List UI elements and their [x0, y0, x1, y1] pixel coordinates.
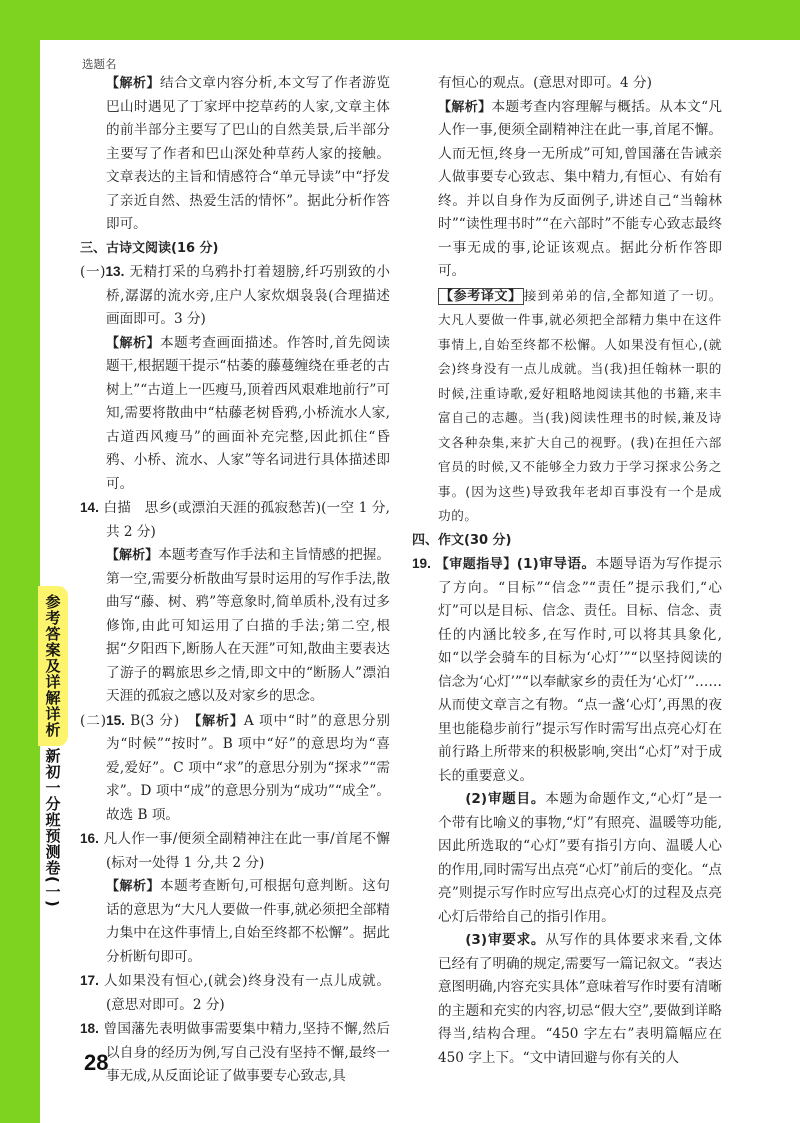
- q18-analysis-text: 本题考查内容理解与概括。从本文“凡人作一事,便须全副精神注在此一事,首尾不懈。人而无恒,终身一无所成”可知,曾国藩在告诫亲人做事要专心致志、集中精力,有恒心、有始有终。并以自身作为反面例子,讲述自己“当翰林时”“读性理书时”“在六部时”不能专心致志最终一事无成的事,论证该观点。据此分析作答即可。: [438, 98, 722, 279]
- section-3-title: 三、古诗文阅读(16 分): [80, 240, 219, 256]
- q19-step2-title: (2)审题目。: [465, 791, 546, 807]
- q17-answer: [80, 969, 390, 1017]
- q19-guide-tag: 【审题指导】: [435, 557, 517, 572]
- q16-number: 16.: [80, 831, 99, 846]
- q15-analysis-text: A 项中“时”的意思分别为“时候”“按时”。B 项中“好”的意思均为“喜爱,爱好”。C 项中“求”的意思分别为“探求”“需求”。D 项中“成”的意思分别为“成功”“成全”。故选 B 项。: [106, 712, 390, 823]
- green-top-band: [0, 0, 800, 40]
- q15-number: 15.: [106, 712, 125, 728]
- q18-continued: [412, 72, 722, 96]
- q16-answer: [80, 827, 390, 875]
- section-4-title: 四、作文(30 分): [412, 532, 512, 548]
- q15-text: B(3 分): [130, 712, 180, 729]
- analysis-tag: 【解析】: [106, 335, 161, 351]
- q19-step2-text: 本题为命题作文,“心灯”是一个带有比喻义的事物,“灯”有照亮、温暖等功能,因此所选取的“心灯”要有指引方向、温暖人心的作用,同时需写出点亮“心灯”前后的变化。“点亮”则提示写作时应写出点亮心灯的过程及点亮心灯后带给自己的指引作用。: [438, 791, 722, 925]
- q14-number: 14.: [80, 500, 99, 515]
- analysis-tag: 【解析】: [438, 99, 492, 115]
- q19-part1: [412, 552, 722, 788]
- analysis-paragraph: [80, 72, 390, 237]
- header-label: 选题名: [82, 57, 117, 71]
- q19-step1-title: (1)审导语。: [516, 556, 596, 572]
- q13-analysis: [80, 332, 390, 497]
- q19-step3-title: (3)审要求。: [465, 932, 546, 948]
- analysis-tag: 【解析】: [194, 713, 244, 729]
- q14-answer: [80, 496, 390, 544]
- q18-text: 曾国藩先表明做事需要集中精力,坚持不懈,然后以自身的经历为例,写自己没有坚持不懈,最终一事无成,从反面论证了做事要专心致志,具: [103, 1021, 390, 1084]
- page-number: 28: [84, 1050, 109, 1075]
- q19-part2: [412, 788, 722, 929]
- q19-part3: [412, 929, 722, 1070]
- q19-step1-text: 本题导语为写作提示了方向。“目标”“信念”“责任”提示我们,“心灯”可以是目标、信念、责任。目标、信念、责任的内涵比较多,在写作时,可以将其具象化,如“以学会骑车的目标为‘心灯’”“以坚持阅读的信念为‘心灯’”“以奉献家乡的责任为‘心灯’”……从而使文章言之有物。“点一盏‘心灯’,再黑的夜里也能稳步前行”提示写作时需写出点亮心灯在前行路上所带来的积极影响,突出“心灯”对于成长的重要意义。: [438, 556, 722, 784]
- q13-prefix: (一): [80, 264, 106, 280]
- section-heading: [412, 529, 722, 553]
- q17-number: 17.: [80, 973, 99, 988]
- q15-prefix: (二): [80, 712, 107, 729]
- q18-continued-text: 有恒心的观点。(意思对即可。4 分): [438, 75, 652, 91]
- q13-analysis-text: 本题考查画面描述。作答时,首先阅读题干,根据题干提示“枯萎的藤蔓缠绕在垂老的古树上”“古道上一匹瘦马,顶着西风艰难地前行”可知,需要将散曲中“枯藤老树昏鸦,小桥流水人家,古道西风瘦马”的画面补充完整,因此抓住“昏鸦、小桥、流水、人家”等名词进行具体描述即可。: [106, 334, 390, 492]
- q15-answer: [80, 709, 390, 828]
- q18-number: 18.: [80, 1021, 99, 1036]
- green-left-band: [0, 0, 40, 1123]
- q14-text: 白描 思乡(或漂泊天涯的孤寂愁苦)(一空 1 分,共 2 分): [103, 500, 390, 540]
- q18-analysis: [412, 96, 722, 284]
- analysis-text: 结合文章内容分析,本文写了作者游览巴山时遇见了丁家坪中挖草药的人家,文章主体的前半部分主要写了巴山的自然美景,后半部分主要写了作者和巴山深处种草药人家的接触。文章表达的主旨和情感符合“单元导读”中“抒发了亲近自然、热爱生活的情怀”。据此分析作答即可。: [106, 75, 390, 232]
- side-tab-sub-text: 新初一分班预测卷(一): [43, 748, 62, 908]
- translation: [412, 284, 722, 529]
- right-column: [412, 72, 722, 1070]
- q16-analysis-text: 本题考查断句,可根据句意判断。这句话的意思为“大凡人要做一件事,就必须把全部精力集中在这件事情上,自始至终都不松懈”。据此分析断句即可。: [106, 878, 390, 965]
- q14-analysis: [80, 544, 390, 709]
- section-heading: [80, 237, 390, 261]
- side-tab: [38, 586, 68, 746]
- side-tab-sub: [40, 748, 66, 928]
- left-column: [80, 72, 390, 1089]
- q16-text: 凡人作一事/便须全副精神注在此一事/首尾不懈(标对一处得 1 分,共 2 分): [103, 831, 390, 871]
- analysis-tag: 【解析】: [106, 548, 159, 563]
- q13-answer: [80, 260, 390, 332]
- translation-text: 接到弟弟的信,全都知道了一切。大凡人要做一件事,就必须把全部精力集中在这件事情上,自始至终都不松懈。人如果没有恒心,(就会)终身没有一点儿成就。当(我)担任翰林一职的时候,注重诗歌,爱好粗略地阅读其他的书籍,来丰富自己的志趣。当(我)阅读性理书的时候,兼及诗文各种杂集,来扩大自己的视野。(我)在担任六部官员的时候,又不能够全力致力于学习探求公务之事。(因为这些)导致我年老却百事没有一个是成功的。: [438, 287, 722, 523]
- q16-analysis: [80, 875, 390, 969]
- q19-step3-text: 从写作的具体要求来看,文体已经有了明确的规定,需要写一篇记叙文。“表达意图明确,内容充实具体”意味着写作时要有清晰的主题和充实的内容,切忌“假大空”,要做到详略得当,结构合理。“450 字左右”表明篇幅应在 450 字上下。“文中请回避与你有关的人: [438, 932, 723, 1066]
- q19-number: 19.: [412, 556, 431, 571]
- analysis-tag: 【解析】: [106, 76, 161, 91]
- q14-analysis-text: 本题考查写作手法和主旨情感的把握。第一空,需要分析散曲写景时运用的写作手法,散曲写“藤、树、鸦”等意象时,简单质朴,没有过多修饰,由此可知运用了白描的手法;第二空,根据“夕阳西下,断肠人在天涯”可知,散曲主要表达了游子的羁旅思乡之情,即文中的“断肠人”漂泊天涯的孤寂之感以及对家乡的思念。: [106, 547, 390, 704]
- analysis-tag: 【解析】: [106, 879, 161, 894]
- q13-number: 13.: [105, 264, 125, 279]
- q18-answer: [80, 1017, 390, 1089]
- q13-text: 无精打采的乌鸦扑打着翅膀,纤巧别致的小桥,潺潺的流水旁,庄户人家炊烟袅袅(合理描述画面即可。3 分): [106, 264, 390, 327]
- translation-tag: 【参考译文】: [440, 288, 522, 304]
- side-tab-text: 参考答案及详解详析: [43, 594, 62, 738]
- q17-text: 人如果没有恒心,(就会)终身没有一点儿成就。(意思对即可。2 分): [103, 973, 390, 1013]
